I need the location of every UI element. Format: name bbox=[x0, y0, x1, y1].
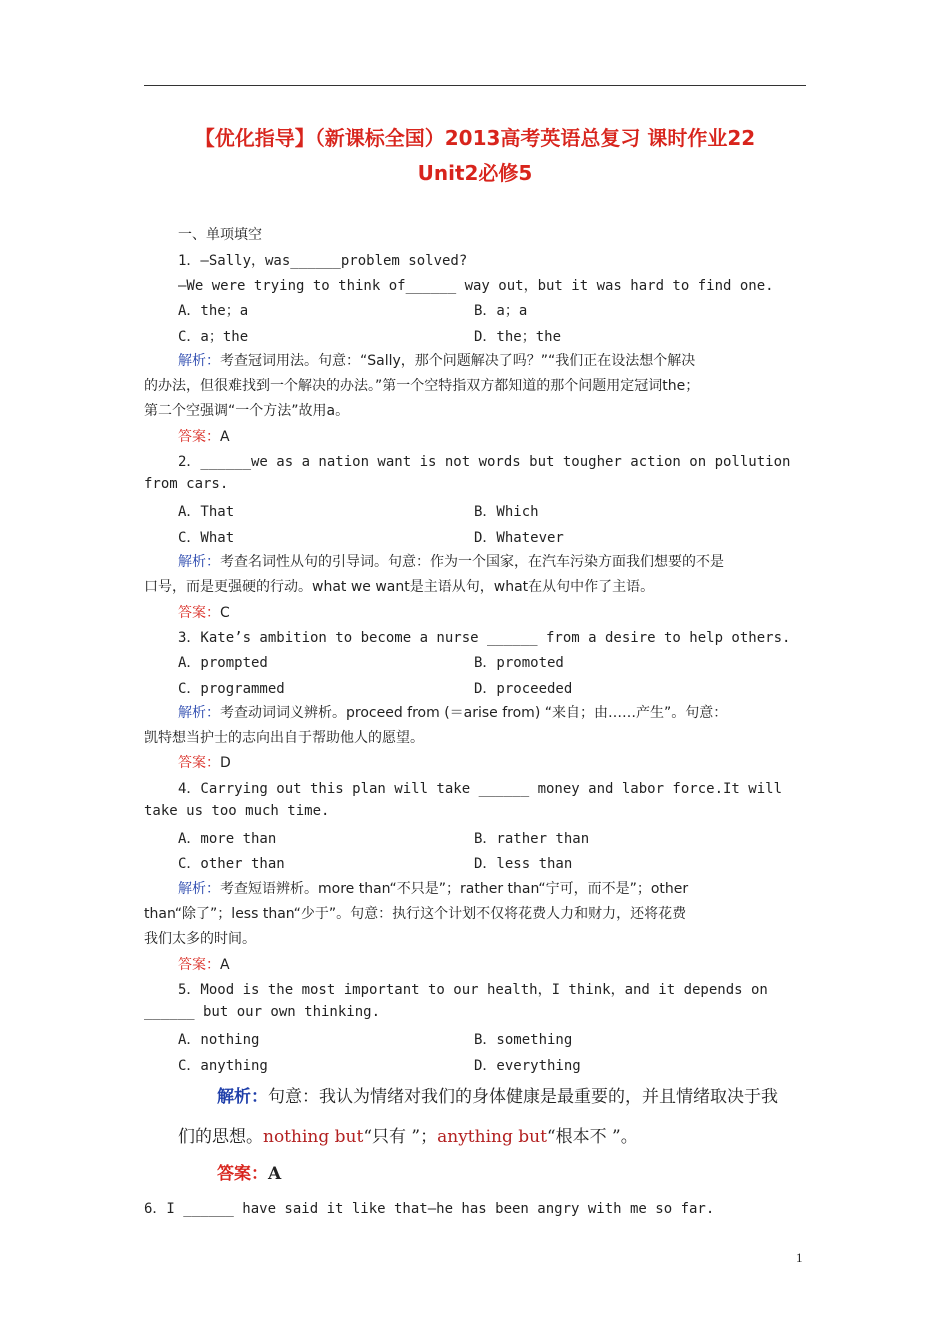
section-title: 一、单项填空 bbox=[178, 227, 262, 243]
answer-value: C bbox=[220, 605, 230, 621]
question-stem: from cars. bbox=[144, 476, 229, 492]
option-a: A．more than bbox=[178, 831, 277, 847]
analysis-label: 解析： bbox=[178, 705, 220, 721]
answer-label: 答案： bbox=[178, 755, 220, 771]
page-number: 1 bbox=[796, 1250, 803, 1265]
option-d: D．Whatever bbox=[474, 530, 564, 546]
analysis-text: 考查动词词义辨析。proceed from (＝arise from) “来自；由……产生”。句意： bbox=[220, 705, 728, 721]
option-b: B．something bbox=[474, 1032, 573, 1048]
analysis-text-part: 们的思想。 bbox=[178, 1127, 263, 1147]
option-c: C．programmed bbox=[178, 681, 285, 697]
answer-label: 答案： bbox=[178, 429, 220, 445]
option-b: B．promoted bbox=[474, 655, 564, 671]
analysis-text: 我们太多的时间。 bbox=[144, 931, 256, 947]
option-a: A．nothing bbox=[178, 1032, 260, 1048]
document-subtitle: Unit2必修5 bbox=[417, 161, 533, 185]
answer bbox=[217, 1159, 281, 1184]
analysis bbox=[217, 1082, 778, 1107]
analysis bbox=[178, 702, 727, 722]
analysis-text: 凯特想当护士的志向出自于帮助他人的愿望。 bbox=[144, 730, 424, 746]
phrase-anything-but: anything but bbox=[437, 1127, 547, 1147]
answer-label: 答案： bbox=[178, 957, 220, 973]
question-stem: 4．Carrying out this plan will take ______ money and labor force.It will bbox=[178, 781, 783, 797]
answer bbox=[178, 954, 230, 974]
analysis-label: 解析： bbox=[178, 554, 220, 570]
option-a: A．prompted bbox=[178, 655, 268, 671]
analysis-text bbox=[178, 1122, 638, 1147]
document-title: 【优化指导】（新课标全国）2013高考英语总复习 课时作业22 bbox=[194, 126, 756, 150]
answer-value: A bbox=[268, 1164, 282, 1184]
analysis bbox=[178, 350, 695, 370]
analysis-label: 解析： bbox=[217, 1087, 268, 1107]
option-b: B．a；a bbox=[474, 303, 528, 319]
analysis-text: than“除了”；less than“少于”。句意：执行这个计划不仅将花费人力和财力，还将花费 bbox=[144, 906, 687, 922]
analysis-text-part: “根本不 ”。 bbox=[546, 1127, 638, 1147]
question-stem: 1．—Sally，was______problem solved? bbox=[178, 253, 468, 269]
question-stem: 2．______we as a nation want is not words but tougher action on pollution bbox=[178, 454, 791, 470]
question-stem: 5．Mood is the most important to our health，I think，and it depends on bbox=[178, 982, 768, 998]
answer bbox=[178, 752, 231, 772]
option-b: B．Which bbox=[474, 504, 539, 520]
option-b: B．rather than bbox=[474, 831, 590, 847]
analysis-text: 考查短语辨析。more than“不只是”；rather than“宁可，而不是”；other bbox=[220, 881, 689, 897]
question-stem: ______ but our own thinking. bbox=[144, 1004, 381, 1020]
answer-value: A bbox=[220, 957, 230, 973]
option-c: C．a；the bbox=[178, 329, 249, 345]
question-stem: —We were trying to think of______ way out，but it was hard to find one. bbox=[178, 278, 774, 294]
analysis-text: 考查冠词用法。句意：“Sally，那个问题解决了吗？”“我们正在设法想个解决 bbox=[220, 353, 696, 369]
option-c: C．other than bbox=[178, 856, 285, 872]
header-rule bbox=[144, 85, 806, 86]
option-d: D．proceeded bbox=[474, 681, 573, 697]
analysis bbox=[178, 878, 688, 898]
question-stem: 6．I ______ have said it like that—he has been angry with me so far. bbox=[144, 1201, 715, 1217]
option-c: C．What bbox=[178, 530, 235, 546]
answer bbox=[178, 602, 230, 622]
analysis-label: 解析： bbox=[178, 881, 220, 897]
answer-value: A bbox=[220, 429, 230, 445]
analysis-label: 解析： bbox=[178, 353, 220, 369]
answer bbox=[178, 426, 230, 446]
phrase-nothing-but: nothing but bbox=[263, 1127, 364, 1147]
analysis-text: 句意：我认为情绪对我们的身体健康是最重要的，并且情绪取决于我 bbox=[268, 1087, 778, 1107]
analysis-text-part: “只有 ”； bbox=[363, 1127, 438, 1147]
analysis-text: 第二个空强调“一个方法”故用a。 bbox=[144, 403, 350, 419]
answer-value: D bbox=[220, 755, 231, 771]
question-stem: 3．Kate’s ambition to become a nurse ______ from a desire to help others. bbox=[178, 630, 791, 646]
answer-label: 答案： bbox=[178, 605, 220, 621]
option-d: D．everything bbox=[474, 1058, 581, 1074]
analysis-text: 的办法，但很难找到一个解决的办法。”第一个空特指双方都知道的那个问题用定冠词the； bbox=[144, 378, 700, 394]
option-c: C．anything bbox=[178, 1058, 268, 1074]
option-d: D．less than bbox=[474, 856, 573, 872]
question-stem: take us too much time. bbox=[144, 803, 330, 819]
analysis bbox=[178, 551, 724, 571]
option-a: A．the；a bbox=[178, 303, 249, 319]
option-d: D．the；the bbox=[474, 329, 562, 345]
option-a: A．That bbox=[178, 504, 235, 520]
analysis-text: 考查名词性从句的引导词。句意：作为一个国家，在汽车污染方面我们想要的不是 bbox=[220, 554, 724, 570]
analysis-text: 口号，而是更强硬的行动。what we want是主语从句，what在从句中作了主语。 bbox=[144, 579, 655, 595]
answer-label: 答案： bbox=[217, 1164, 268, 1184]
